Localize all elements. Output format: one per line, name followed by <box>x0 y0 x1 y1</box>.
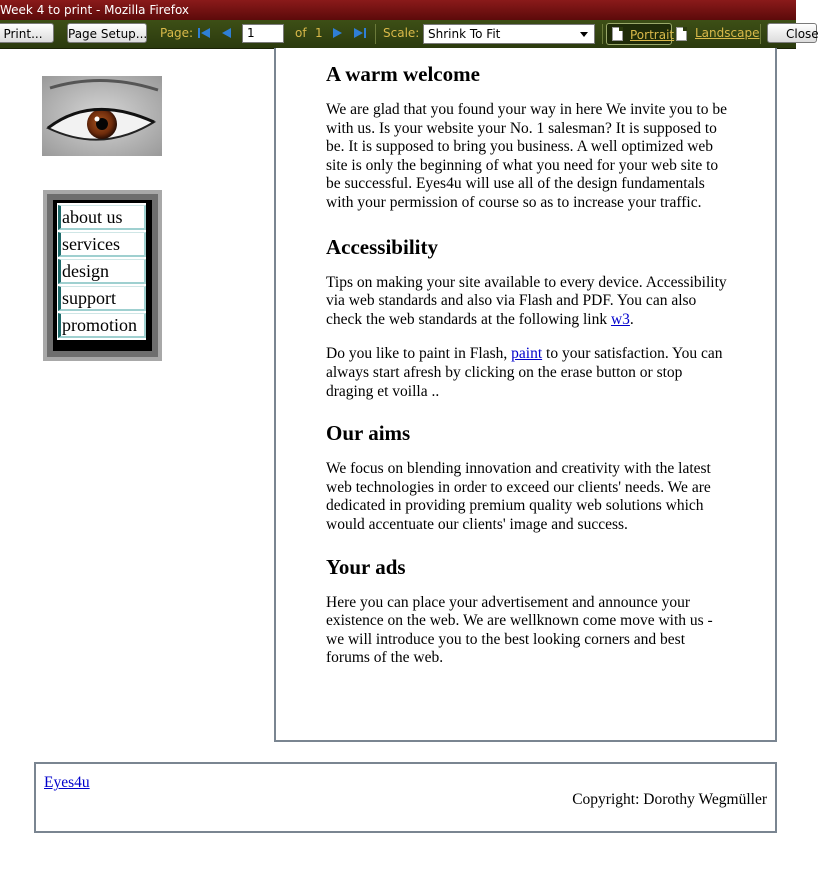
paint-text-after: to your satisfaction. You can always start afresh by clicking on the erase button or stop draging et voilla .. <box>326 345 723 400</box>
navigation-menu <box>43 190 162 361</box>
total-pages: 1 <box>315 26 323 40</box>
print-preview-toolbar <box>0 20 819 49</box>
paint-text-before: Do you like to paint in Flash, <box>326 345 512 363</box>
section-heading-welcome: A warm welcome <box>326 62 480 86</box>
scale-value: Shrink To Fit <box>428 27 501 41</box>
toolbar-separator <box>760 24 761 44</box>
paint-link[interactable]: paint <box>511 345 543 363</box>
your-ads-text: Here you can place your advertisement and announce your existence on the web. We are wellknown come move with us - we will introduce you to the best looking corners and best forums of the web. <box>326 593 713 667</box>
accessibility-text-end: . <box>629 310 634 328</box>
w3-link[interactable]: w3 <box>610 310 630 328</box>
chevron-down-icon <box>580 32 588 37</box>
page-setup-button[interactable]: Page Setup... <box>67 23 147 43</box>
next-page-icon[interactable] <box>331 26 345 40</box>
accessibility-text-body: Tips on making your site available to every device. Accessibility via web standards and also via Flash and PDF. You can also check the web standards at the following link <box>326 273 727 328</box>
first-page-icon[interactable] <box>197 26 211 40</box>
scale-select[interactable] <box>423 24 595 44</box>
page-number-input[interactable]: 1 <box>242 24 284 43</box>
eye-icon <box>42 76 162 156</box>
footer <box>34 762 777 833</box>
print-button[interactable]: Print... <box>0 23 54 43</box>
section-heading-accessibility: Accessibility <box>326 234 438 259</box>
window-title: Week 4 to print - Mozilla Firefox <box>0 3 190 17</box>
content-panel <box>274 48 777 742</box>
toolbar-separator <box>602 24 603 44</box>
page-label: Page: <box>160 26 194 40</box>
eyes4u-link[interactable]: Eyes4u <box>44 774 90 791</box>
copyright-text: Copyright: Dorothy Wegmüller <box>572 791 767 808</box>
menu-item-promotion[interactable]: promotion <box>58 313 146 338</box>
section-heading-our-aims: Our aims <box>326 421 411 446</box>
menu-item-support[interactable]: support <box>58 286 146 311</box>
section-heading-your-ads: Your ads <box>326 554 406 579</box>
eye-image <box>42 76 162 156</box>
previous-page-icon[interactable] <box>219 26 233 40</box>
landscape-label[interactable]: Landscape <box>695 26 760 40</box>
menu-item-services[interactable]: services <box>58 232 146 257</box>
landscape-page-icon[interactable] <box>676 27 687 41</box>
our-aims-text: We focus on blending innovation and creativity with the latest web technologies in order to exceed our clients' needs. We are dedicated in providing premium quality web solutions which would accentuate our clients' image and success. <box>326 460 711 533</box>
main-content <box>326 62 731 668</box>
portrait-label: Portrait <box>630 28 675 42</box>
menu-list <box>57 203 146 340</box>
portrait-toggle[interactable] <box>606 23 675 45</box>
menu-item-design[interactable]: design <box>58 259 146 284</box>
menu-item-about-us[interactable]: about us <box>58 205 146 230</box>
of-label: of <box>295 26 307 40</box>
welcome-text: We are glad that you found your way in here We invite you to be with us. Is your website your No. 1 salesman? It is supposed to be. It is supposed to bring you business. A well optimized web site is only the beginning of what you need for your web site to be successful. Eyes4u will use all of the design fundamentals with your permission of course so as to increase your traffic. <box>326 101 727 211</box>
paint-text <box>326 345 731 401</box>
accessibility-text <box>326 274 731 330</box>
last-page-icon[interactable] <box>353 26 367 40</box>
scale-label: Scale: <box>383 26 420 40</box>
close-button[interactable]: Close <box>767 23 817 43</box>
toolbar-separator <box>375 24 376 44</box>
window-titlebar <box>0 0 796 20</box>
portrait-page-icon <box>612 27 623 41</box>
